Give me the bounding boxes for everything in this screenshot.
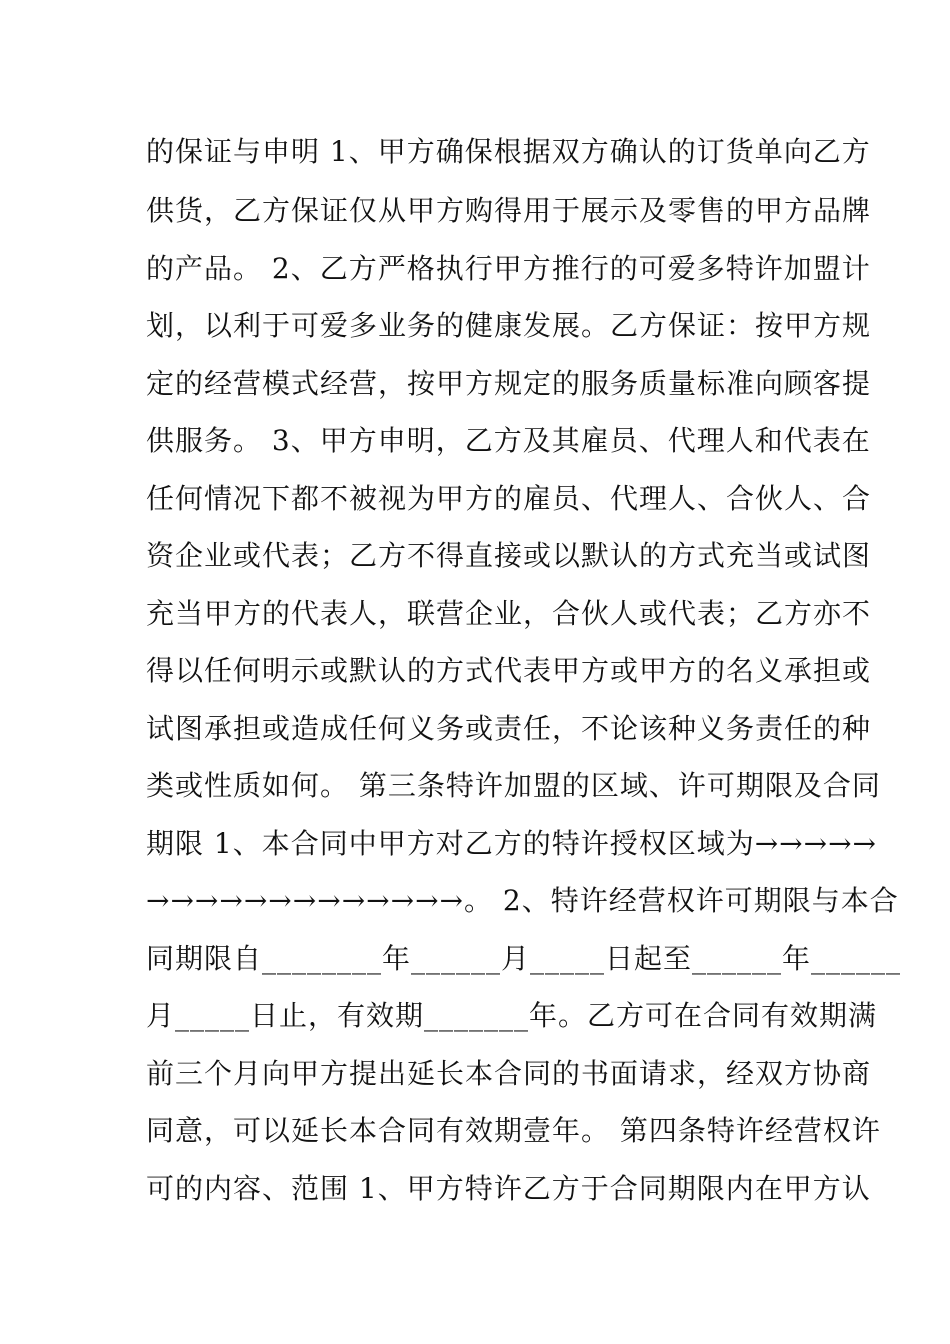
text-line: 任何情况下都不被视为甲方的雇员、代理人、合伙人、合 (146, 482, 872, 515)
text-line: 可的内容、范围 1、甲方特许乙方于合同期限内在甲方认 (146, 1172, 871, 1205)
text-line: 供服务。 3、甲方申明，乙方及其雇员、代理人和代表在 (146, 424, 871, 457)
text-line: 月_____日止，有效期_______年。乙方可在合同有效期满 (146, 999, 878, 1032)
text-line: 类或性质如何。 第三条特许加盟的区域、许可期限及合同 (146, 769, 881, 802)
text-line: 同意，可以延长本合同有效期壹年。 第四条特许经营权许 (146, 1114, 881, 1147)
text-line: 充当甲方的代表人，联营企业，合伙人或代表；乙方亦不 (146, 597, 872, 630)
text-line: 期限 1、本合同中甲方对乙方的特许授权区域为→→→→→ (146, 827, 878, 860)
text-line: 的保证与申明 1、甲方确保根据双方确认的订货单向乙方 (146, 135, 871, 168)
text-line: →→→→→→→→→→→→→。 2、特许经营权许可期限与本合 (146, 884, 899, 917)
text-line: 前三个月向甲方提出延长本合同的书面请求，经双方协商 (146, 1057, 872, 1090)
text-line: 试图承担或造成任何义务或责任，不论该种义务责任的种 (146, 712, 872, 745)
text-line: 供货，乙方保证仅从甲方购得用于展示及零售的甲方品牌 (146, 194, 872, 227)
text-line: 定的经营模式经营，按甲方规定的服务质量标准向顾客提 (146, 367, 872, 400)
text-line: 资企业或代表；乙方不得直接或以默认的方式充当或试图 (146, 539, 872, 572)
text-line: 同期限自________年______月_____日起至______年______ (146, 942, 902, 975)
text-line: 划，以利于可爱多业务的健康发展。乙方保证：按甲方规 (146, 309, 872, 342)
text-line: 得以任何明示或默认的方式代表甲方或甲方的名义承担或 (146, 654, 872, 687)
text-line: 的产品。 2、乙方严格执行甲方推行的可爱多特许加盟计 (146, 252, 871, 285)
